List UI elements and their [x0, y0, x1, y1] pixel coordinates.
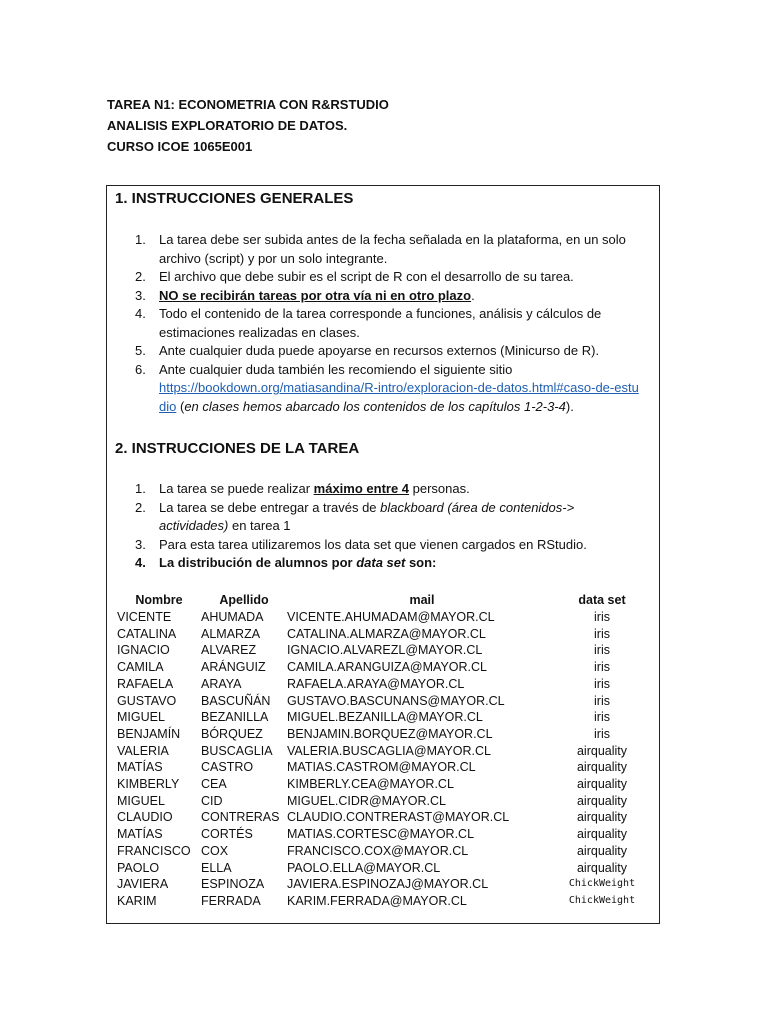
cell-apellido: ARAYA — [201, 676, 242, 691]
column-header: Nombre — [135, 592, 183, 607]
cell-dataset: airquality — [576, 777, 628, 792]
cell-apellido: CID — [201, 793, 223, 808]
cell-apellido: ESPINOZA — [201, 877, 265, 892]
header-title: TAREA N1: ECONOMETRIA CON R&RSTUDIO — [107, 97, 389, 112]
cell-nombre: KIMBERLY — [117, 777, 180, 792]
cell-apellido: BÓRQUEZ — [201, 726, 263, 741]
cell-apellido: FERRADA — [201, 893, 261, 908]
cell-mail: MATIAS.CORTESC@MAYOR.CL — [287, 827, 475, 842]
cell-apellido: CORTÉS — [201, 827, 253, 842]
cell-mail: GUSTAVO.BASCUNANS@MAYOR.CL — [287, 693, 505, 708]
cell-mail: CAMILA.ARANGUIZA@MAYOR.CL — [287, 660, 487, 675]
cell-nombre: VALERIA — [117, 743, 169, 758]
cell-dataset: iris — [594, 710, 610, 725]
table-row — [117, 709, 647, 726]
cell-mail: PAOLO.ELLA@MAYOR.CL — [287, 860, 441, 875]
list-item: 1. La tarea debe ser subida antes de la fecha señalada en la plataforma, en un solo archivo (script) y por un solo integrante. — [135, 232, 626, 266]
cell-mail: MIGUEL.BEZANILLA@MAYOR.CL — [287, 710, 483, 725]
cell-nombre: KARIM — [117, 893, 157, 908]
cell-mail: MIGUEL.CIDR@MAYOR.CL — [287, 793, 447, 808]
list-item: 4. La distribución de alumnos por data set son: — [135, 555, 437, 570]
cell-dataset: iris — [594, 643, 610, 658]
column-header: data set — [578, 592, 626, 607]
table-row — [117, 776, 647, 793]
table-row — [117, 642, 647, 659]
section2-list — [135, 480, 645, 573]
list-item: 2. La tarea se debe entregar a través de blackboard (área de contenidos-> actividades) en tarea 1 — [135, 499, 575, 533]
table-row — [117, 809, 647, 826]
cell-apellido: CONTRERAS — [201, 810, 280, 825]
cell-nombre: IGNACIO — [117, 643, 170, 658]
table-row — [117, 676, 647, 693]
cell-nombre: MATÍAS — [117, 827, 163, 842]
cell-dataset: iris — [594, 626, 610, 641]
cell-dataset: iris — [594, 660, 610, 675]
section2-title: 2. INSTRUCCIONES DE LA TAREA — [115, 440, 360, 457]
cell-mail: CATALINA.ALMARZA@MAYOR.CL — [287, 626, 486, 641]
students-table — [117, 591, 647, 910]
cell-nombre: CAMILA — [117, 660, 164, 675]
cell-apellido: AHUMADA — [201, 610, 264, 624]
cell-apellido: BUSCAGLIA — [201, 743, 273, 758]
cell-nombre: MIGUEL — [117, 793, 165, 808]
cell-apellido: ALVAREZ — [201, 643, 257, 658]
cell-apellido: CEA — [201, 777, 227, 792]
list-item: 2. El archivo que debe subir es el script de R con el desarrollo de su tarea. — [135, 269, 574, 284]
cell-dataset: iris — [594, 610, 610, 624]
cell-mail: CLAUDIO.CONTRERAST@MAYOR.CL — [287, 810, 510, 825]
list-item: 3. NO se recibirán tareas por otra vía ni en otro plazo. — [135, 287, 475, 303]
cell-nombre: RAFAELA — [117, 676, 174, 691]
table-row — [117, 726, 647, 743]
cell-apellido: CASTRO — [201, 760, 254, 775]
cell-nombre: VICENTE — [117, 610, 172, 624]
cell-dataset: airquality — [576, 843, 628, 858]
list-item: 4. Todo el contenido de la tarea corresponde a funciones, análisis y cálculos de estimaciones realizadas en clases. — [135, 306, 602, 340]
table-header-row — [117, 591, 647, 609]
cell-mail: VICENTE.AHUMADAM@MAYOR.CL — [287, 610, 495, 624]
cell-dataset: iris — [594, 676, 610, 691]
cell-nombre: PAOLO — [117, 860, 160, 875]
cell-dataset: iris — [594, 693, 610, 708]
cell-mail: JAVIERA.ESPINOZAJ@MAYOR.CL — [287, 877, 489, 892]
table-row — [117, 693, 647, 710]
cell-apellido: ARÁNGUIZ — [201, 660, 266, 675]
section1-title: 1. INSTRUCCIONES GENERALES — [115, 190, 354, 207]
cell-apellido: BEZANILLA — [201, 710, 269, 725]
cell-dataset: ChickWeight — [568, 878, 636, 890]
table-row — [117, 826, 647, 843]
cell-dataset: airquality — [576, 810, 628, 825]
cell-mail: IGNACIO.ALVAREZL@MAYOR.CL — [287, 643, 483, 658]
instructions-box — [106, 185, 660, 924]
cell-apellido: ALMARZA — [201, 626, 261, 641]
table-row — [117, 626, 647, 643]
header-subtitle: ANALISIS EXPLORATORIO DE DATOS. — [107, 118, 348, 133]
table-row — [117, 876, 647, 893]
cell-mail: KARIM.FERRADA@MAYOR.CL — [287, 893, 467, 908]
table-row — [117, 609, 647, 626]
cell-nombre: JAVIERA — [117, 877, 169, 892]
cell-dataset: airquality — [576, 860, 628, 875]
table-row — [117, 860, 647, 877]
cell-nombre: MIGUEL — [117, 710, 165, 725]
cell-mail: KIMBERLY.CEA@MAYOR.CL — [287, 777, 454, 792]
cell-dataset: airquality — [576, 760, 628, 775]
table-row — [117, 759, 647, 776]
header-course: CURSO ICOE 1065E001 — [107, 139, 253, 154]
cell-nombre: CATALINA — [117, 626, 177, 641]
cell-dataset: airquality — [576, 793, 628, 808]
document-header — [107, 94, 389, 157]
cell-dataset: airquality — [576, 743, 628, 758]
cell-dataset: ChickWeight — [568, 894, 636, 906]
bookdown-link[interactable]: https://bookdown.org/matiasandina/R-intro/exploracion-de-datos.html#caso-de-estudio — [159, 380, 639, 414]
section1-list — [135, 231, 645, 416]
table-row — [117, 843, 647, 860]
list-item: 6. Ante cualquier duda también les recomiendo el siguiente sitio https://bookdown.org/matiasandina/R-intro/exploracion-de-datos.html#caso-de-estudio (en clases hemos abarcado los contenidos de los capítulos 1-2-3-4). — [135, 361, 639, 414]
cell-mail: MATIAS.CASTROM@MAYOR.CL — [287, 760, 476, 775]
list-item: 1. La tarea se puede realizar máximo entre 4 personas. — [135, 481, 470, 496]
cell-dataset: iris — [594, 726, 610, 741]
list-item: 3. Para esta tarea utilizaremos los data set que vienen cargados en RStudio. — [135, 536, 587, 552]
column-header: mail — [409, 592, 435, 607]
cell-nombre: BENJAMÍN — [117, 726, 181, 741]
cell-dataset: airquality — [576, 827, 628, 842]
cell-mail: RAFAELA.ARAYA@MAYOR.CL — [287, 676, 465, 691]
column-header: Apellido — [219, 592, 269, 607]
cell-mail: VALERIA.BUSCAGLIA@MAYOR.CL — [287, 743, 491, 758]
list-item: 5. Ante cualquier duda puede apoyarse en recursos externos (Minicurso de R). — [135, 343, 600, 358]
cell-mail: BENJAMIN.BORQUEZ@MAYOR.CL — [287, 726, 493, 741]
table-row — [117, 793, 647, 810]
cell-nombre: MATÍAS — [117, 760, 163, 775]
table-row — [117, 743, 647, 760]
cell-nombre: CLAUDIO — [117, 810, 173, 825]
cell-apellido: BASCUÑÁN — [201, 693, 271, 708]
cell-apellido: ELLA — [201, 860, 232, 875]
cell-nombre: GUSTAVO — [117, 693, 177, 708]
cell-mail: FRANCISCO.COX@MAYOR.CL — [287, 843, 469, 858]
table-row — [117, 893, 647, 910]
cell-nombre: FRANCISCO — [117, 843, 191, 858]
cell-apellido: COX — [201, 843, 229, 858]
table-row — [117, 659, 647, 676]
